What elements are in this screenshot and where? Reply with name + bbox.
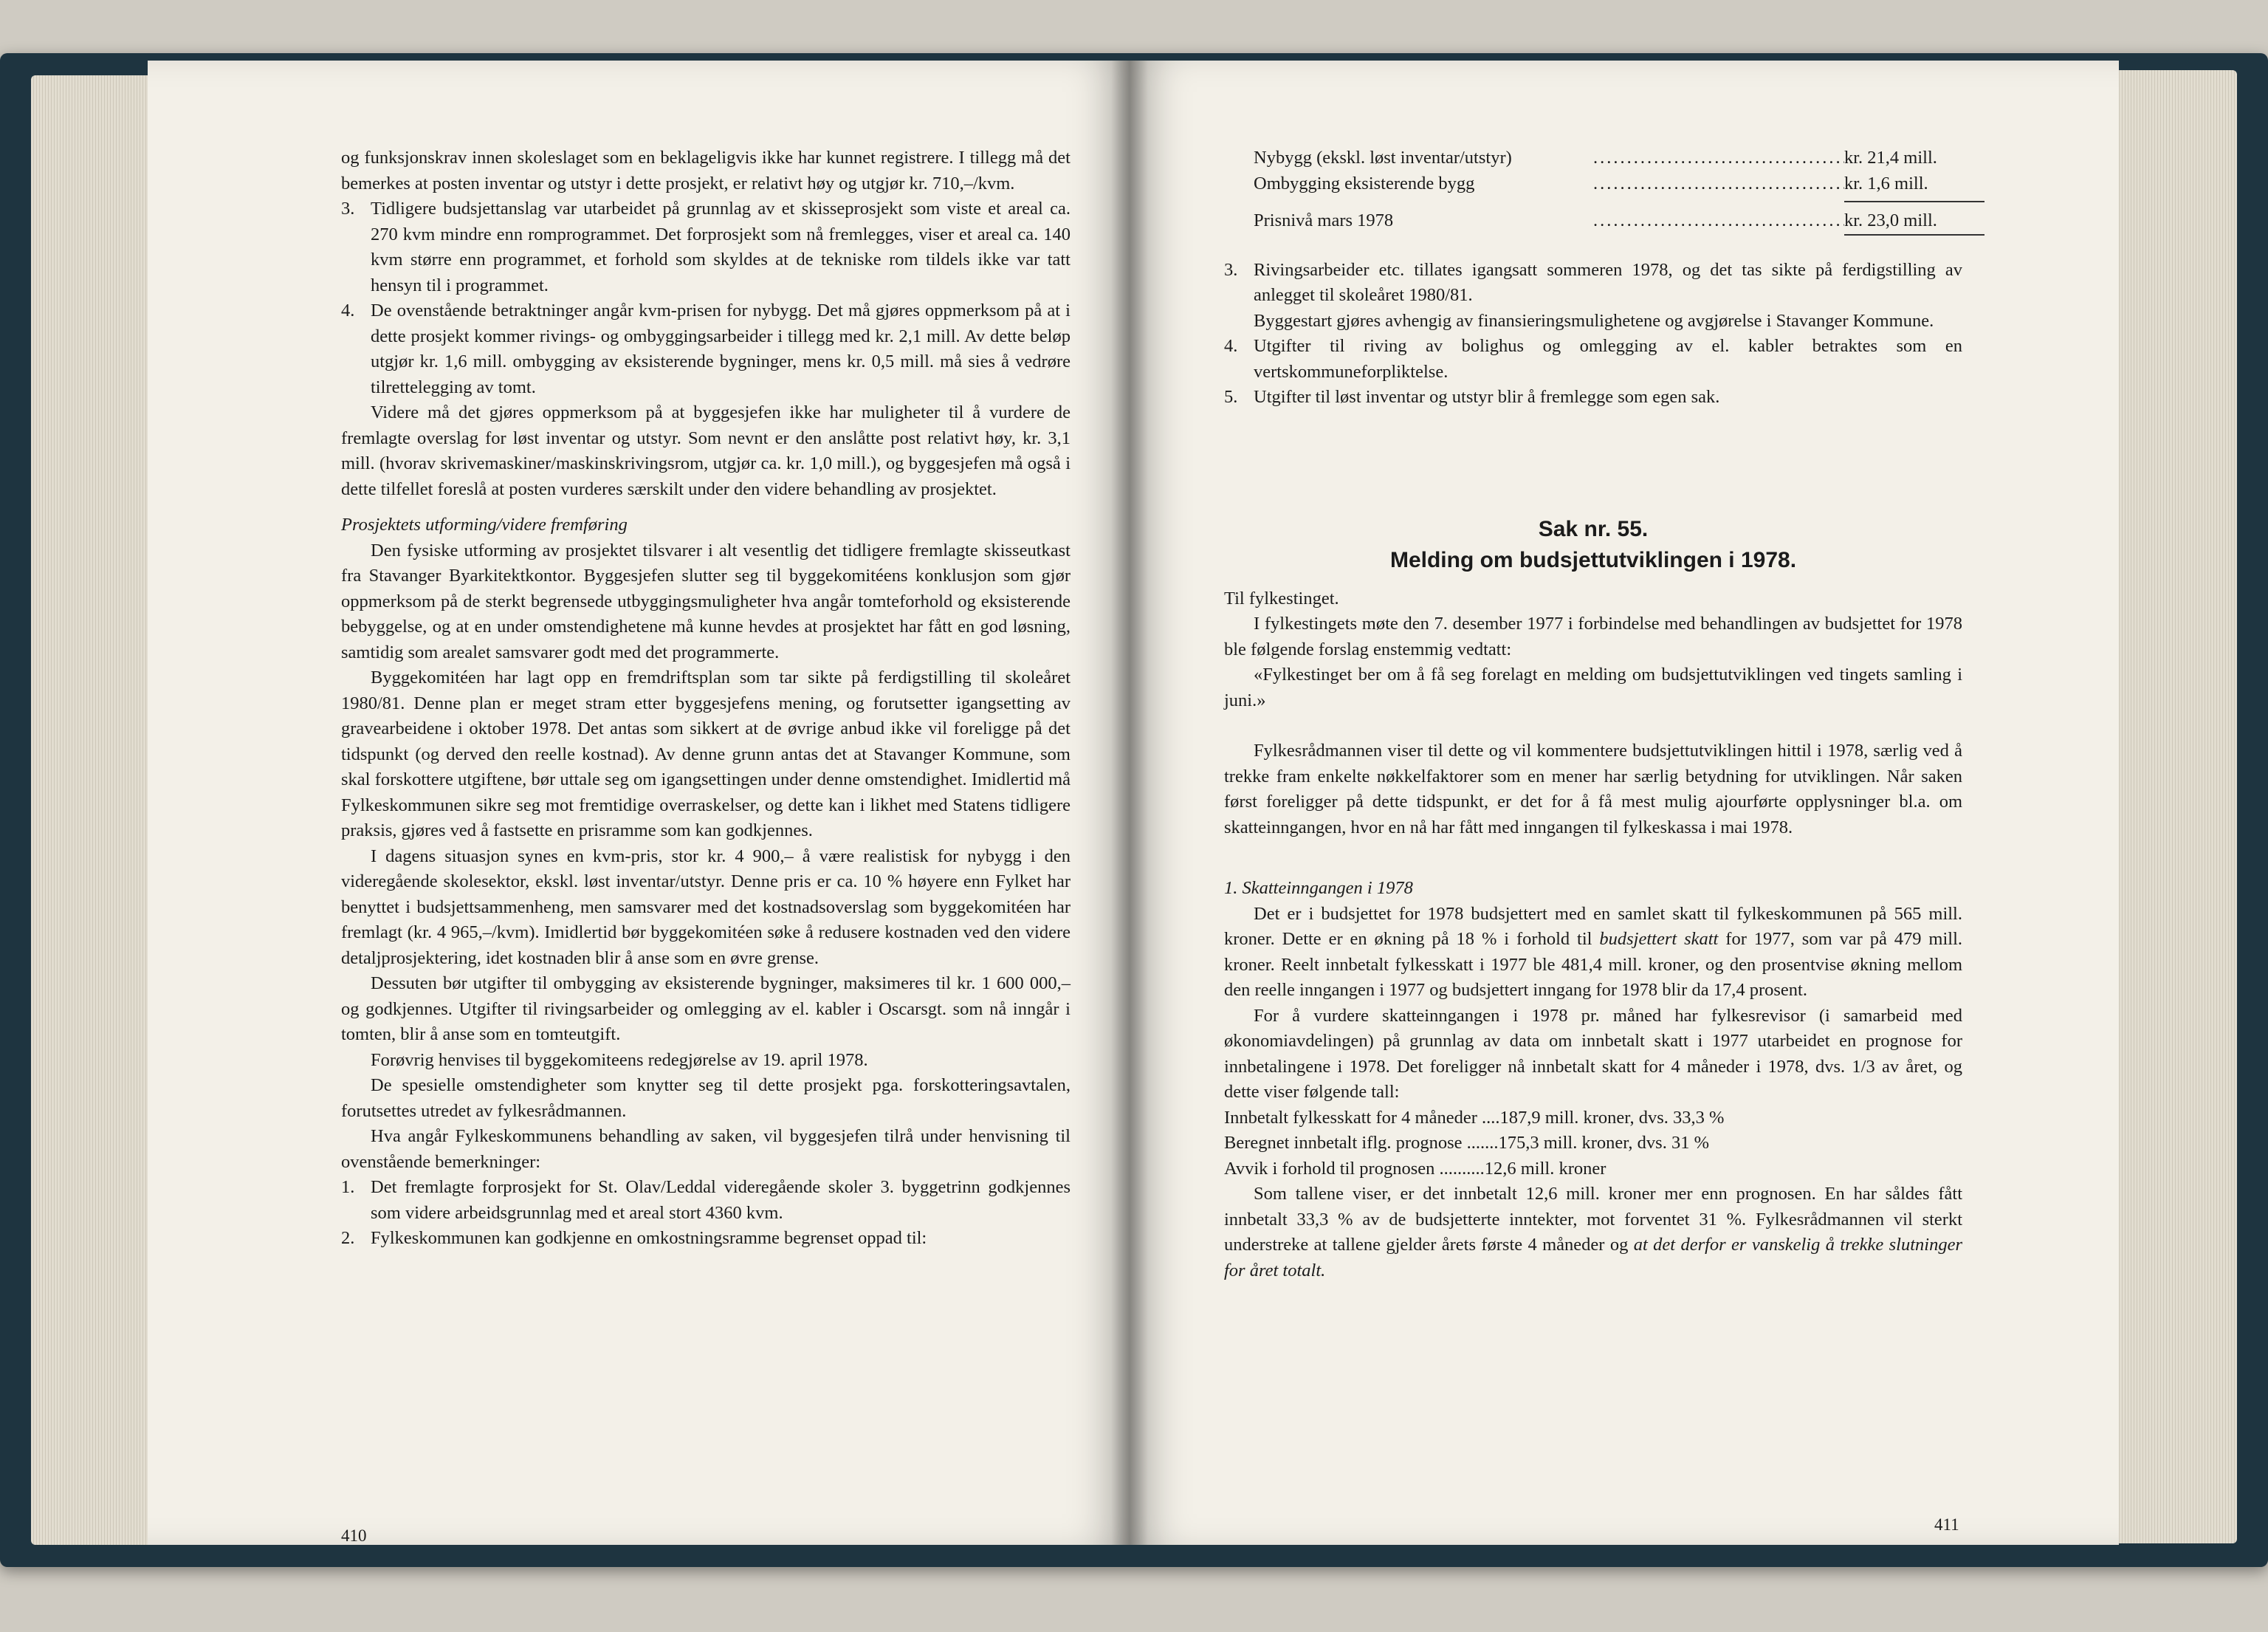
list-item: 1. Det fremlagte forprosjekt for St. Olav/Leddal videregående skoler 3. byggetrinn godkjennes som videre arbeidsgrunnlag med et areal stort 4360 kvm. [341,1177,1071,1223]
subheading: 1. Skatteinngangen i 1978 [1224,878,1413,898]
page-edges-left [31,75,149,1545]
paragraph: Den fysiske utforming av prosjektet tilsvarer i alt vesentlig det tidligere fremlagte skisseutkast fra Stavanger Byarkitektkontor. Byggesjefen slutter seg til byggekomitéens konklusjon som gjør oppmerksom på de sterkt begrensede utbyggingsmuligheter hva angår tomteforhold og eksisterende bebyggelse, og at en under omstendighetene må kunne hevdes at prosjektet har fått en god løsning, samtidig som arealet samsvarer godt med det programmerte. [341,540,1071,662]
stat-line: Avvik i forhold til prognosen ..........12,6 mill. kroner [1224,1158,1606,1179]
paragraph: og funksjonskrav innen skoleslaget som en beklageligvis ikke har kunnet registrere. I tillegg må det bemerkes at posten inventar og utstyr i dette prosjekt, er relativt høy og utgjør kr. 710,–/kvm. [341,148,1071,193]
left-page [148,61,1130,1545]
paragraph: Videre må det gjøres oppmerksom på at byggesjefen ikke har muligheter til å vurdere de fremlagte overslag for løst inventar og utstyr. Som nevnt er den anslåtte post relativt høy, kr. 3,1 mill. (hvorav skrivemaskiner/maskinskrivingsrom, utgjør ca. kr. 1,0 mill.), og byggesjefen må også i dette tilfellet foreslå at posten vurderes særskilt under den videre behandling av prosjektet. [341,402,1071,499]
stat-line: Innbetalt fylkesskatt for 4 måneder ....187,9 mill. kroner, dvs. 33,3 % [1224,1107,1725,1128]
list-item: 2. Fylkeskommunen kan godkjenne en omkostningsramme begrenset oppad til: [341,1228,927,1248]
stat-line: Beregnet innbetalt iflg. prognose .......175,3 mill. kroner, dvs. 31 % [1224,1133,1710,1153]
list-item: 4. Utgifter til riving av bolighus og omlegging av el. kabler betraktes som en vertskommuneforpliktelse. [1224,336,1962,382]
list-item: 4. De ovenstående betraktninger angår kvm-prisen for nybygg. Det må gjøres oppmerksom på at i dette prosjekt kommer rivings- og ombyggingsarbeider i tillegg med kr. 2,1 mill. Av dette beløp utgjør kr. 1,6 mill. ombygging av eksisterende bygninger, mens kr. 0,5 mill. må sies å vedrøre tilrettelegging av tomt. [341,301,1071,397]
paragraph: I dagens situasjon synes en kvm-pris, stor kr. 4 900,– å være realistisk for nybygg i den videregående skolesektor, ekskl. løst inventar/utstyr. Denne pris er ca. 10 % høyere enn Fylket har benyttet i budsjettsammenheng, men samsvarer med det kostnadsoverslag som byggekomitéen har fremlagt (kr. 4 965,–/kvm). Imidlertid bør byggekomitéen søke å redusere kostnaden ved den videre detaljprosjektering, idet kostnaden blir å anse som en øvre grense. [341,846,1071,968]
paragraph: Byggekomitéen har lagt opp en fremdriftsplan som tar sikte på ferdigstilling til skoleåret 1980/81. Denne plan er meget stram etter byggesjefens mening, og forutsetter igangsetting av gravearbeidene i oktober 1978. Det antas som sikkert at de øvrige anbud ikke vil foreligge på det tidspunkt (og derved den reelle kostnad). Av denne grunn antas det at Stavanger Kommune, som skal forskottere utgiftene, bør uttale seg om igangsettingen under denne omstendighet. Imidlertid må Fylkeskommunen sikre seg mot fremtidige overraskelser, og dette kan i likhet med Statens tidligere praksis, gjøres ved å fastsette en prisramme som kan godkjennes. [341,668,1071,840]
cost-row: Ombygging eksisterende bygg ..... kr. 1,6 mill. [1254,171,1962,197]
case-number-heading: Sak nr. 55. [1538,516,1649,541]
page-number: 410 [341,1526,367,1545]
paragraph: Fylkesrådmannen viser til dette og vil kommentere budsjettutviklingen hittil i 1978, særlig ved å trekke fram enkelte nøkkelfaktorer som en mener har særlig betydning for utviklingen. Når saken først foreligger på dette tidspunkt, er det for å få mest mulig ajourførte opplysninger bl.a. om skatteinngangen, hvor en nå har fått med inngangen til fylkeskassa i mai 1978. [1224,741,1962,837]
quote: «Fylkestinget ber om å få seg forelagt en melding om budsjettutviklingen ved tingets samling i juni.» [1224,665,1962,710]
left-page-text [341,145,1071,1252]
cost-row: Nybygg (ekskl. løst inventar/utstyr) ..... kr. 21,4 mill. [1254,145,1962,171]
addressee: Til fylkestinget. [1224,588,1339,608]
list-item: 3. Tidligere budsjettanslag var utarbeidet på grunnlag av et skisseprosjekt som viste et areal ca. 270 kvm mindre enn romprogrammet. Det forprosjekt som nå fremlegges, viser et areal ca. 140 kvm større enn programmet, et forhold som skyldes at de tekniske rom tildels ikke var tatt hensyn til i programmet. [341,199,1071,295]
paragraph: Som tallene viser, er det innbetalt 12,6 mill. kroner mer enn prognosen. En har såldes fått innbetalt 33,3 % av de budsjetterte inntekter, mot forventet 31 %. Fylkesrådmannen vil sterkt understreke at tallene gjelder årets første 4 måneder og at det derfor er vanskelig å trekke slutninger for året totalt. [1224,1184,1962,1280]
paragraph: Det er i budsjettet for 1978 budsjettert med en samlet skatt til fylkeskommunen på 565 mill. kroner. Dette er en økning på 18 % i forhold til budsjettert skatt for 1977, som var på 479 mill. kroner. Reelt innbetalt fylkesskatt i 1977 ble 481,4 mill. kroner, og den prosentvise økning mellom den reelle inngangen i 1977 og budsjettert inngang for 1978 blir da 17,4 prosent. [1224,903,1963,1000]
right-page [1130,61,2119,1545]
page-edges-right [2119,70,2237,1543]
paragraph: I fylkestingets møte den 7. desember 1977 i forbindelse med behandlingen av budsjettet for 1978 ble følgende forslag enstemmig vedtatt: [1224,614,1962,659]
cost-table [1224,145,1962,236]
cost-row: Prisnivå mars 1978 ..... kr. 23,0 mill. [1254,208,1962,234]
paragraph: For å vurdere skatteinngangen i 1978 pr. måned har fylkesrevisor (i samarbeid med økonomiavdelingen) på grunnlag av data om innbetalt skatt i 1977 utarbeidet en prognose for innbetalingene i 1978. Det foreligger nå innbetalt skatt for 4 måneder i 1978, dvs. 1/3 av året, og dette viser følgende tall: [1224,1005,1962,1102]
paragraph: Hva angår Fylkeskommunens behandling av saken, vil byggesjefen tilrå under henvisning til ovenstående bemerkninger: [341,1126,1071,1172]
paragraph: Forøvrig henvises til byggekomiteens redegjørelse av 19. april 1978. [371,1049,868,1070]
paragraph: Dessuten bør utgifter til ombygging av eksisterende bygninger, maksimeres til kr. 1 600 000,– og godkjennes. Utgifter til rivingsarbeider og omlegging av el. kabler i Oscarsgt. som nå inngår i tomten, blir å anse som en tomteutgift. [341,973,1071,1044]
list-item: 5. Utgifter til løst inventar og utstyr blir å fremlegge som egen sak. [1224,387,1720,407]
sum-rule [1844,201,1984,202]
paragraph: De spesielle omstendigheter som knytter seg til dette prosjekt pga. forskotteringsavtalen, forutsettes utredet av fylkesrådmannen. [341,1075,1071,1121]
right-page-text [1224,145,1962,1283]
list-item: 3. Rivingsarbeider etc. tillates igangsatt sommeren 1978, og det tas sikte på ferdigstilling av anlegget til skoleåret 1980/81. Byggestart gjøres avhengig av finansieringsmulighetene og avgjørelse i Stavanger Kommune. [1224,259,1962,331]
page-number: 411 [1934,1515,1959,1534]
book-gutter [1111,61,1148,1545]
subheading: Prosjektets utforming/videre fremføring [341,515,628,535]
case-title: Melding om budsjettutviklingen i 1978. [1389,547,1797,572]
